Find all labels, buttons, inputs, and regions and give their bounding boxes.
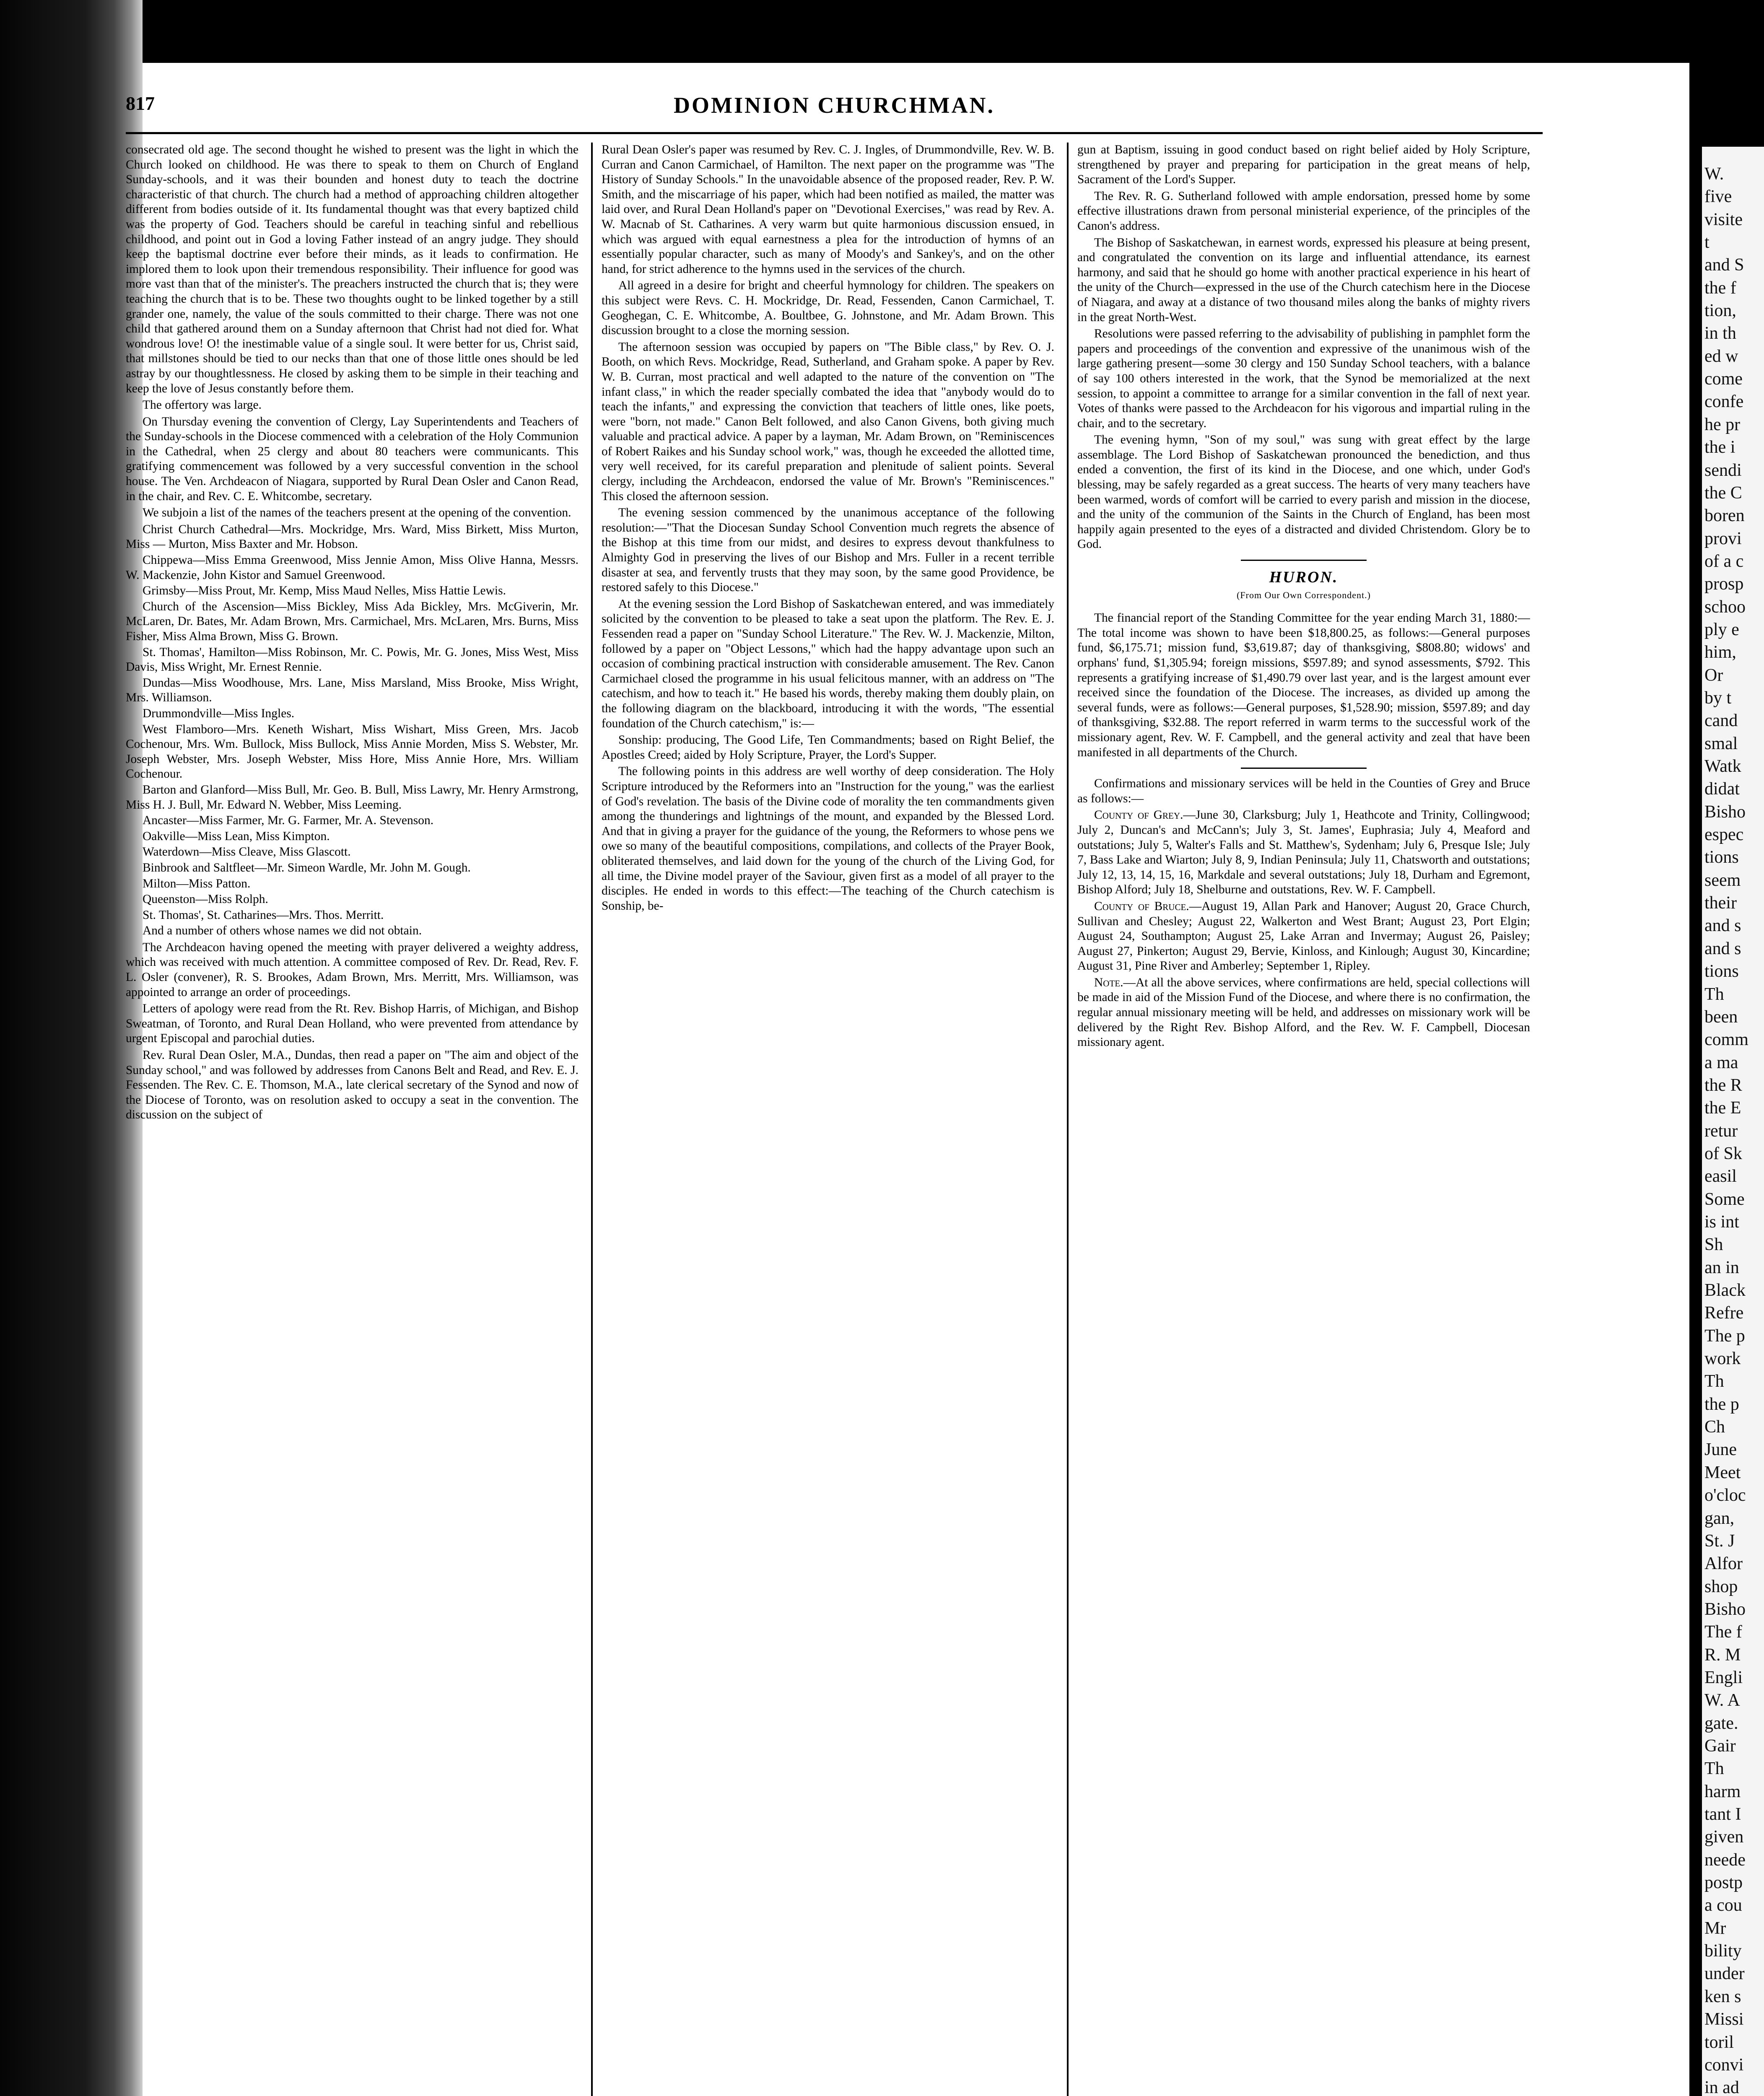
edge-text-fragment: Gair (1704, 1736, 1736, 1756)
edge-text-fragment: the R (1704, 1075, 1742, 1095)
edge-text-fragment: W. (1704, 164, 1724, 184)
edge-text-fragment: R. M (1704, 1645, 1741, 1665)
list-item: Church of the Ascension—Miss Bickley, Miss Ada Bickley, Mrs. McGiverin, Mr. McLaren, Dr. Bates, Mr. Adam Brown, Mrs. Carmichael, Mrs. McLaren, Mrs. Burns, Miss Fisher, Miss Alma Brown, Miss G. Brown. (126, 599, 578, 643)
edge-text-fragment: June (1704, 1440, 1737, 1460)
paragraph: And a number of others whose names we did not obtain. (143, 924, 422, 938)
edge-text-fragment: harm (1704, 1782, 1741, 1801)
edge-text-fragment: Or (1704, 665, 1723, 685)
paragraph: Rural Dean Osler's paper was resumed by Rev. C. J. Ingles, of Drummondville, Rev. W. B. Curran and Canon Carmichael, of Hamilton. The next paper on the programme was "The History of Sunday Schools." In the unavoidable absence of the proposed reader, Rev. P. W. Smith, and the miscarriage of his paper, which had been notified as mailed, the matter was laid over, and Rural Dean Holland's paper on "Devotional Exercises," was read by Rev. A. W. Macnab of St. Catharines. A very warm but quite harmonious discussion ensued, in which was argued with equal earnestness a plea for the introduction of hymns of an essentially popular character, such as many of Moody's and Sankey's, and on the other hand, for strict adherence to the hymns used in the services of the church. (602, 143, 1054, 276)
page-number: 817 (126, 93, 155, 114)
edge-text-fragment: tion, (1704, 301, 1736, 321)
list-item: St. Thomas', St. Catharines—Mrs. Thos. Merritt. (143, 908, 384, 922)
edge-text-fragment: convi (1704, 2055, 1744, 2075)
edge-text-fragment: Th (1704, 1759, 1724, 1779)
column-3 (1077, 143, 1530, 2096)
paragraph: The evening hymn, "Son of my soul," was sung with great effect by the large assemblage. The Lord Bishop of Saskatchewan pronounced the benediction, and thus ended a convention, the first of its kind in the Diocese, and one which, under God's blessing, may be safely regarded as a great success. The hearts of very many teachers have been warmed, words of comfort will be carried to every parish and mission in the diocese, and the unity of the communion of the Saints in the Church of England, has been most happily again presented to the eyes of a distracted and divided Christendom. Glory be to God. (1077, 433, 1530, 551)
section-heading: HURON. (1269, 568, 1339, 586)
note-label: Note. (1094, 975, 1123, 989)
edge-text-fragment: tions (1704, 962, 1739, 981)
paragraph: Letters of apology were read from the Rt. Rev. Bishop Harris, of Michigan, and Bishop Sweatman, of Toronto, and Rural Dean Holland, who were prevented from attendance by urgent Episcopal and parochial duties. (126, 1002, 578, 1045)
edge-text-fragment: ken s (1704, 1987, 1741, 2006)
masthead-title: DOMINION CHURCHMAN. (674, 93, 995, 118)
paragraph: Sonship: producing, The Good Life, Ten Commandments; based on Right Belief, the Apostles Creed; aided by Holy Scripture, Prayer, the Lord's Supper. (602, 733, 1054, 762)
paragraph: Resolutions were passed referring to the advisability of publishing in pamphlet form the papers and proceedings of the convention and expressive of the unanimous wish of the large gathering present—some 30 clergy and 150 Sunday School teachers, with a balance of say 100 others interested in the work, that the Synod be memorialized at the next session, to appoint a committee to arrange for a similar convention in the fall of next year. Votes of thanks were passed to the Archdeacon for his vigorous and impartial ruling in the chair, and to the secretary. (1077, 327, 1530, 430)
paragraph-text: —June 30, Clarksburg; July 1, Heathcote and Trinity, Collingwood; July 2, Duncan's and McCann's; July 3, St. James', Euphrasia; July 4, Meaford and outstations; July 5, Walter's Falls and St. Matthew's, Sydenham; July 6, Presque Isle; July 7, Bass Lake and Wiarton; July 8, 9, Indian Peninsula; July 11, Chatsworth and outstations; July 12, 13, 14, 15, 16, Markdale and several outstations; July 18, Durham and Egremont, Bishop Alford; July 18, Shelburne and outstations, Rev. W. F. Campbell. (1077, 808, 1530, 897)
paragraph: The evening session commenced by the unanimous acceptance of the following resolution:—"That the Diocesan Sunday School Convention much regrets the absence of the Bishop at this time from our midst, and desires to express devout thankfulness to Almighty God in preserving the lives of our Bishop and Mrs. Fuller in a recent terrible disaster at sea, and fervently trusts that they may soon, by the same good Providence, be restored safely to this Diocese." (602, 506, 1054, 594)
paragraph (1077, 899, 1530, 974)
edge-text-fragment: Meet (1704, 1463, 1741, 1482)
edge-text-fragment: Watk (1704, 757, 1741, 776)
paragraph: Confirmations and missionary services will be held in the Counties of Grey and Bruce as follows:— (1077, 777, 1530, 805)
edge-text-fragment: Sh (1704, 1235, 1723, 1255)
edge-text-fragment: boren (1704, 506, 1745, 526)
section-rule (1241, 560, 1367, 561)
teacher-list (126, 522, 578, 923)
edge-text-fragment: Th (1704, 984, 1724, 1004)
edge-text-fragment: of Sk (1704, 1144, 1742, 1163)
paragraph: We subjoin a list of the names of the teachers present at the opening of the convention. (143, 506, 571, 520)
edge-text-fragment: and s (1704, 939, 1741, 958)
edge-text-fragment: gate. (1704, 1713, 1738, 1733)
edge-text-fragment: of a c (1704, 551, 1744, 571)
edge-text-fragment: five (1704, 187, 1732, 207)
list-item: Dundas—Miss Woodhouse, Mrs. Lane, Miss Marsland, Miss Brooke, Miss Wright, Mrs. Williamson. (126, 676, 578, 705)
paragraph: The financial report of the Standing Committee for the year ending March 31, 1880:—The total income was shown to have been $18,800.25, as follows:—General purposes fund, $6,175.71; mission fund, $3,619.87; day of thanksgiving, $808.80; widows' and orphans' fund, $1,305.94; foreign missions, $597.89; and synod assessments, $792. This represents a gratifying increase of $1,490.79 over last year, and is the largest amount ever received since the foundation of the Diocese. The increases, as divided up among the several funds, were as follows:—General purposes, $1,528.90; mission, $597.89; and day of thanksgiving, $32.88. The report referred in warm terms to the successful work of the missionary agent, Rev. W. F. Campbell, and the general activity and zeal that have been manifested in all departments of the Church. (1077, 611, 1530, 759)
paragraph: consecrated old age. The second thought he wished to present was the light in which the Church looked on childhood. He was there to speak to them on Church of England Sunday-schools, and it was their bounden and honest duty to teach the doctrine characteristic of that church. The church had a method of approaching children altogether different from bodies outside of it. Its fundamental thought was that every baptized child was the property of God. Teachers should be careful in teaching sinful and rebellious childhood, and point out in God a loving Father instead of an angry judge. They should keep the baptismal doctrine ever before their minds, as it leads to confirmation. He implored them to look upon their tremendous responsibility. Their influence for good was more vast than that of the minister's. The preachers instructed the church that is; they were teaching the church that is to be. These two thoughts ought to be linked together by a still grander one, namely, the value of the souls committed to their charge. There was not one child that gathered around them on a Sunday afternoon that Christ had not died for. What wondrous love! O! the inestimable value of a single soul. It were better for us, Christ said, that millstones should be tied to our necks than that one of those little ones should be led astray by our thoughtlessness. He closed by asking them to be simple in their teaching and keep the love of Jesus constantly before them. (126, 143, 578, 395)
edge-text-fragment: and S (1704, 255, 1744, 275)
list-item: Milton—Miss Patton. (143, 877, 251, 890)
edge-text-fragment: Black (1704, 1281, 1746, 1300)
list-item: Oakville—Miss Lean, Miss Kimpton. (143, 829, 330, 843)
edge-text-fragment: schoo (1704, 597, 1746, 617)
edge-text-fragment: ply e (1704, 620, 1739, 639)
edge-text-fragment: gan, (1704, 1508, 1735, 1528)
edge-text-fragment: prosp (1704, 574, 1744, 594)
paragraph: On Thursday evening the convention of Clergy, Lay Superintendents and Teachers of the Sunday-schools in the Diocese commenced with a celebration of the Holy Communion in the Cathedral, when 25 clergy and about 80 teachers were communicants. This gratifying commencement was followed by a very successful convention in the school house. The Ven. Archdeacon of Niagara, supported by Rural Dean Osler and Canon Read, in the chair, and Rev. C. E. Whitcombe, secretary. (126, 415, 578, 503)
edge-text-fragment: Alfor (1704, 1554, 1743, 1574)
edge-text-fragment: St. J (1704, 1531, 1735, 1551)
edge-text-fragment: Th (1704, 1372, 1724, 1391)
paragraph-text: —August 19, Allan Park and Hanover; August 20, Grace Church, Sullivan and Chesley; August 22, Walkerton and West Brant; August 23, Port Elgin; August 24, Southampton; August 25, Lake Arran and Invermay; August 26, Paisley; August 27, Pinkerton; August 29, Bervie, Kinloss, and Kinlough; August 30, Kincardine; August 31, Pine River and Amberley; September 1, Ripley. (1077, 899, 1530, 973)
paragraph: The afternoon session was occupied by papers on "The Bible class," by Rev. O. J. Booth, on which Revs. Mockridge, Read, Sutherland, and Graham spoke. A paper by Rev. W. B. Curran, most practical and well adapted to the nature of the convention on "The infant class," in which the reader specially combated the idea that "anybody would do to teach the infants," and expressing the conviction that teachers of little ones, like poets, were "born, not made." Canon Belt followed, and also Canon Givens, both giving much valuable and practical advice. A paper by a layman, Mr. Adam Brown, on "Reminiscences of Robert Raikes and his Sunday school work," was, though he exceeded the allotted time, very well received, for its careful preparation and plenitude of salient points. Several clergy, including the Archdeacon, endorsed the value of Mr. Brown's "Reminiscences." This closed the afternoon session. (602, 340, 1054, 503)
edge-text-fragment: is int (1704, 1212, 1739, 1232)
edge-text-fragment: bility (1704, 1941, 1742, 1961)
list-item: Queenston—Miss Rolph. (143, 892, 268, 906)
edge-text-fragment: The f (1704, 1622, 1742, 1642)
section-rule (1241, 768, 1367, 769)
edge-text-fragment: confe (1704, 392, 1744, 412)
paragraph: The offertory was large. (143, 398, 262, 412)
edge-text-fragment: ed w (1704, 346, 1738, 366)
edge-text-fragment: cand (1704, 711, 1738, 731)
column-divider (591, 143, 593, 2096)
edge-text-fragment: The p (1704, 1326, 1745, 1346)
adjacent-page-edge (1702, 147, 1764, 2096)
column-1 (126, 143, 578, 2096)
paragraph (1077, 975, 1530, 1050)
edge-text-fragment: work (1704, 1349, 1741, 1369)
edge-text-fragment: a cou (1704, 1896, 1742, 1915)
list-item: Drummondville—Miss Ingles. (143, 706, 295, 720)
edge-text-fragment: in ad (1704, 2078, 1739, 2096)
edge-text-fragment: t (1704, 233, 1710, 252)
list-item: Barton and Glanford—Miss Bull, Mr. Geo. B. Bull, Miss Lawry, Mr. Henry Armstrong, Miss H. J. Bull, Mr. Edward N. Webber, Miss Leeming. (126, 783, 578, 812)
paragraph: All agreed in a desire for bright and cheerful hymnology for children. The speakers on this subject were Revs. C. H. Mockridge, Dr. Read, Fessenden, Canon Carmichael, T. Geoghegan, C. E. Whitcombe, A. Boultbee, G. Johnstone, and Mr. Adam Brown. This discussion brought to a close the morning session. (602, 279, 1054, 337)
edge-text-fragment: Bisho (1704, 1599, 1746, 1619)
edge-text-fragment: sendi (1704, 460, 1742, 480)
edge-text-fragment: easil (1704, 1167, 1737, 1186)
list-item: Chippewa—Miss Emma Greenwood, Miss Jennie Amon, Miss Olive Hanna, Messrs. W. Mackenzie, John Kistor and Samuel Greenwood. (126, 553, 578, 582)
edge-text-fragment: visite (1704, 210, 1743, 229)
edge-text-fragment: espec (1704, 825, 1744, 845)
edge-text-fragment: in th (1704, 324, 1736, 343)
paragraph: gun at Baptism, issuing in good conduct based on right belief aided by Holy Scripture, strengthened by prayer and preparing for participation in the great means of help, Sacrament of the Lord's Supper. (1077, 143, 1530, 187)
edge-text-fragment: Ch (1704, 1417, 1725, 1437)
edge-text-fragment: Mr (1704, 1918, 1726, 1938)
edge-text-fragment: the p (1704, 1394, 1739, 1414)
edge-text-fragment: tant I (1704, 1805, 1741, 1824)
paragraph: The Bishop of Saskatchewan, in earnest words, expressed his pleasure at being present, and congratulated the convention on its large and influential attendance, its earnest harmony, and said that he should go home with another practical experience in his heart of the unity of the Church—expressed in the use of the Church catechism here in the Diocese of Niagara, and away at a distance of two thousand miles along the banks of mighty rivers in the great North-West. (1077, 236, 1530, 324)
edge-text-fragment: tions (1704, 848, 1739, 867)
edge-text-fragment: comm (1704, 1030, 1748, 1050)
paragraph-text: —At all the above services, where confirmations are held, special collections will be made in aid of the Mission Fund of the Diocese, and where there is no confirmation, the regular annual missionary meeting will be held, and addresses on missionary work will be delivered by the Right Rev. Bishop Alford, and the Rev. W. F. Campbell, Diocesan missionary agent. (1077, 975, 1530, 1049)
edge-text-fragment: seem (1704, 870, 1741, 890)
edge-text-fragment: by t (1704, 688, 1732, 708)
header-rule (126, 132, 1543, 134)
county-label: County of Bruce. (1094, 899, 1189, 913)
edge-text-fragment: Engli (1704, 1668, 1743, 1687)
paragraph: The following points in this address are well worthy of deep consideration. The Holy Scripture introduced by the Reformers into an "Instruction for the young," was the earliest of God's revelation. The basis of the Divine code of morality the ten commandments given among the thunderings and lightnings of the mount, and expanded by the Blessed Lord. And that in giving a prayer for the guidance of the young, the Reformers to whose pens we owe so many of the beautiful compositions, compilations, and collects of the Prayer Book, obliterated themselves, and laid down for the young of the church of the Living God, for all time, the Divine model prayer of the Saviour, given first as a model of all prayer to the disciples. He ended in words to this effect:—The teaching of the Church catechism is Sonship, be- (602, 765, 1054, 913)
edge-text-fragment: the f (1704, 278, 1736, 298)
edge-text-fragment: W. A (1704, 1691, 1740, 1710)
edge-text-fragment: the i (1704, 438, 1735, 457)
edge-text-fragment: didat (1704, 779, 1740, 799)
edge-text-fragment: him, (1704, 643, 1736, 662)
paragraph: The Archdeacon having opened the meeting with prayer delivered a weighty address, which was received with much attention. A committee composed of Rev. Dr. Read, Rev. F. L. Osler (convener), R. S. Brookes, Adam Brown, Mrs. Merritt, Mrs. Williamson, was appointed to arrange an order of proceedings. (126, 940, 578, 999)
edge-text-fragment: been (1704, 1007, 1738, 1027)
edge-text-fragment: come (1704, 369, 1743, 389)
edge-text-fragment: and s (1704, 916, 1741, 936)
county-label: County of Grey. (1094, 808, 1183, 822)
edge-text-fragment: neede (1704, 1850, 1746, 1870)
list-item: Binbrook and Saltfleet—Mr. Simeon Wardle, Mr. John M. Gough. (143, 861, 471, 874)
edge-text-fragment: Bisho (1704, 802, 1746, 822)
paragraph: At the evening session the Lord Bishop of Saskatchewan entered, and was immediately solicited by the convention to be pleased to take a seat upon the platform. The Rev. E. J. Fessenden read a paper on "Sunday School Literature." The Rev. W. J. Mackenzie, Milton, followed by a paper on "Object Lessons," which had the happy advantage upon such an occasion of combining practical instruction with considerable amusement. The Rev. Canon Carmichael closed the programme in his usual felicitous manner, with an address on "The catechism, and how to teach it." He based his words, thereby making them doubly plain, on the following diagram on the blackboard, introducing it with the words, "The essential foundation of the Church catechism," is:— (602, 597, 1054, 730)
edge-text-fragment: the E (1704, 1098, 1741, 1118)
edge-text-fragment: Missi (1704, 2010, 1744, 2029)
edge-text-fragment: provi (1704, 529, 1742, 548)
list-item: Waterdown—Miss Cleave, Miss Glascott. (143, 845, 351, 859)
column-2 (602, 143, 1054, 2096)
edge-text-fragment: the C (1704, 483, 1742, 503)
edge-text-fragment: a ma (1704, 1053, 1738, 1072)
edge-text-fragment: their (1704, 893, 1737, 913)
edge-text-fragment: Refre (1704, 1303, 1744, 1323)
column-divider (1067, 143, 1069, 2096)
edge-text-fragment: under (1704, 1964, 1745, 1984)
edge-text-fragment: toril (1704, 2032, 1734, 2052)
book-spine (0, 0, 143, 2096)
section-subheading: (From Our Own Correspondent.) (1237, 589, 1371, 600)
edge-text-fragment: retur (1704, 1121, 1738, 1141)
edge-text-fragment: given (1704, 1827, 1744, 1847)
edge-text-fragment: postp (1704, 1873, 1743, 1893)
paragraph (1077, 808, 1530, 898)
page-header (126, 92, 1543, 130)
paragraph: The Rev. R. G. Sutherland followed with ample endorsation, pressed home by some effective illustrations drawn from personal ministerial experience, of the principles of the Canon's address. (1077, 189, 1530, 233)
edge-text-fragment: shop (1704, 1577, 1738, 1596)
edge-text-fragment: smal (1704, 734, 1738, 753)
list-item: West Flamboro—Mrs. Keneth Wishart, Miss Wishart, Miss Green, Mrs. Jacob Cochenour, Mrs. Wm. Bullock, Miss Bullock, Miss Annie Morden, Miss S. Webster, Mr. Joseph Webster, Mrs. Joseph Webster, Miss Hore, Miss Annie Hore, Mrs. William Cochenour. (126, 722, 578, 781)
edge-text-fragment: o'cloc (1704, 1486, 1746, 1505)
edge-text-fragment: he pr (1704, 415, 1741, 434)
edge-text-fragment: an in (1704, 1258, 1739, 1277)
list-item: Ancaster—Miss Farmer, Mr. G. Farmer, Mr. A. Stevenson. (143, 814, 434, 828)
list-item: Grimsby—Miss Prout, Mr. Kemp, Miss Maud Nelles, Miss Hattie Lewis. (143, 584, 506, 598)
list-item: St. Thomas', Hamilton—Miss Robinson, Mr. C. Powis, Mr. G. Jones, Miss West, Miss Davis, Miss Wright, Mr. Ernest Rennie. (126, 645, 578, 674)
paragraph: Rev. Rural Dean Osler, M.A., Dundas, then read a paper on "The aim and object of the Sunday school," and was followed by addresses from Canons Belt and Read, and Rev. E. J. Fessenden. The Rev. C. E. Thomson, M.A., late clerical secretary of the Synod and now of the Diocese of Toronto, was on resolution asked to occupy a seat in the convention. The discussion on the subject of (126, 1048, 578, 1122)
edge-text-fragment: Some (1704, 1189, 1745, 1209)
list-item: Christ Church Cathedral—Mrs. Mockridge, Mrs. Ward, Miss Birkett, Miss Murton, Miss — Murton, Miss Baxter and Mr. Hobson. (126, 522, 578, 551)
